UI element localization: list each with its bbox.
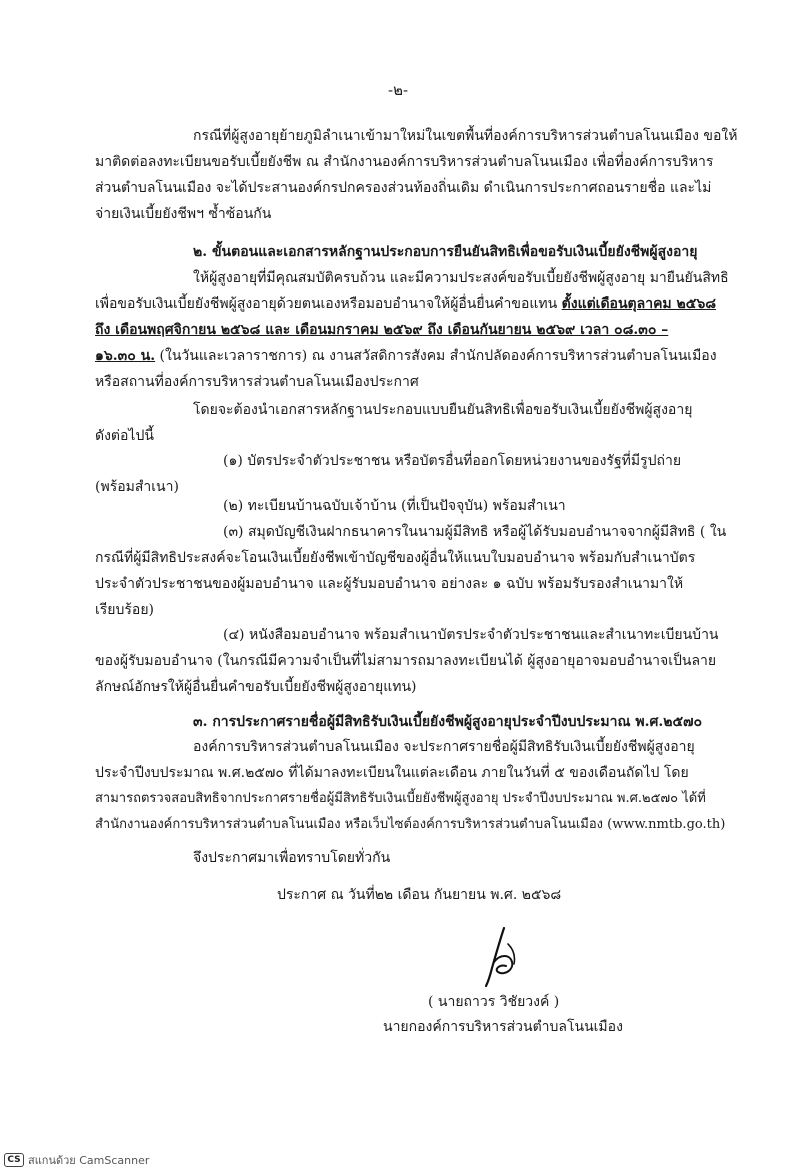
- relocation-line-1: กรณีที่ผู้สูงอายุย้ายภูมิลำเนาเข้ามาใหม่ในเขตพื้นที่องค์การบริหารส่วนตำบลโนนเมือง ขอให้: [193, 128, 738, 144]
- page-number: -๒-: [388, 81, 409, 99]
- relocation-line-4: จ่ายเงินเบี้ยยังชีพฯ ซ้ำซ้อนกัน: [95, 206, 272, 222]
- relocation-line-3: ส่วนตำบลโนนเมือง จะได้ประสานองค์กรปกครองส่วนท้องถิ่นเดิม ดำเนินการประกาศถอนรายชื่อ และไม่: [95, 180, 712, 196]
- section-2-line-2-text: เพื่อขอรับเงินเบี้ยยังชีพผู้สูงอายุด้วยตนเองหรือมอบอำนาจให้ผู้อื่นยื่นคำขอแทน: [95, 296, 562, 312]
- relocation-line-2: มาติดต่อลงทะเบียนขอรับเบี้ยยังชีพ ณ สำนักงานองค์การบริหารส่วนตำบลโนนเมือง เพื่อที่องค์การบริหาร: [95, 154, 714, 170]
- signer-title: นายกองค์การบริหารส่วนตำบลโนนเมือง: [383, 1019, 623, 1035]
- signer-name: ( นายถาวร วิชัยวงค์ ): [428, 994, 560, 1010]
- doc-item-2: (๒) ทะเบียนบ้านฉบับเจ้าบ้าน (ที่เป็นปัจจุบัน) พร้อมสำเนา: [223, 498, 566, 514]
- closing-announcement: จึงประกาศมาเพื่อทราบโดยทั่วกัน: [193, 850, 391, 866]
- signature-mark: [478, 924, 526, 988]
- announcement-date: ประกาศ ณ วันที่๒๒ เดือน กันยายน พ.ศ. ๒๕๖๘: [277, 887, 562, 903]
- section-2-location: (ในวันและเวลาราชการ) ณ งานสวัสดิการสังคม สำนักปลัดองค์การบริหารส่วนตำบลโนนเมือง: [155, 348, 717, 364]
- doc-item-4a: (๔) หนังสือมอบอำนาจ พร้อมสำเนาบัตรประจำตัวประชาชนและสำเนาทะเบียนบ้าน: [223, 627, 719, 643]
- section-3-line-4: สำนักงานองค์การบริหารส่วนตำบลโนนเมือง หรือเว็บไซต์องค์การบริหารส่วนตำบลโนนเมือง (www.nmtb.go.th): [95, 817, 726, 832]
- section-2-line-4: [95, 349, 717, 363]
- section-2-heading: ๒. ขั้นตอนและเอกสารหลักฐานประกอบการยืนยันสิทธิเพื่อขอรับเงินเบี้ยยังชีพผู้สูงอายุ: [193, 244, 698, 260]
- doc-item-3c: ประจำตัวประชาชนของผู้มอบอำนาจ และผู้รับมอบอำนาจ อย่างละ ๑ ฉบับ พร้อมรับรองสำเนามาให้: [95, 576, 684, 592]
- doc-item-1a: (๑) บัตรประจำตัวประชาชน หรือบัตรอื่นที่ออกโดยหน่วยงานของรัฐที่มีรูปถ่าย: [223, 453, 682, 469]
- section-2-period-range: ถึง เดือนพฤศจิกายน ๒๕๖๘ และ เดือนมกราคม ๒๕๖๙ ถึง เดือนกันยายน ๒๕๖๙ เวลา ๐๘.๓๐ –: [95, 322, 669, 338]
- section-2-line-1: ให้ผู้สูงอายุที่มีคุณสมบัติครบถ้วน และมีความประสงค์ขอรับเบี้ยยังชีพผู้สูงอายุ มายืนยันสิทธิ: [193, 270, 729, 286]
- section-2-line-2: [95, 297, 716, 311]
- doc-item-3d: เรียบร้อย): [95, 602, 154, 618]
- doc-item-4b: ของผู้รับมอบอำนาจ (ในกรณีมีความจำเป็นที่ไม่สามารถมาลงทะเบียนได้ ผู้สูงอายุอาจมอบอำนาจเป็นลาย: [95, 653, 717, 669]
- section-2-time-end: ๑๖.๓๐ น.: [95, 348, 156, 364]
- docs-intro-2: ดังต่อไปนี้: [95, 428, 154, 444]
- section-2-line-5: หรือสถานที่องค์การบริหารส่วนตำบลโนนเมืองประกาศ: [95, 374, 419, 390]
- doc-item-3b: กรณีที่ผู้มีสิทธิประสงค์จะโอนเงินเบี้ยยังชีพเข้าบัญชีของผู้อื่นให้แนบใบมอบอำนาจ พร้อมกับสำเนาบัตร: [95, 550, 696, 566]
- camscanner-icon: CS: [4, 1153, 24, 1167]
- doc-item-3a: (๓) สมุดบัญชีเงินฝากธนาคารในนามผู้มีสิทธิ หรือผู้ได้รับมอบอำนาจจากผู้มีสิทธิ ( ใน: [223, 524, 727, 540]
- scanner-label: สแกนด้วย CamScanner: [28, 1153, 150, 1167]
- section-3-line-1: องค์การบริหารส่วนตำบลโนนเมือง จะประกาศรายชื่อผู้มีสิทธิรับเงินเบี้ยยังชีพผู้สูงอายุ: [193, 739, 695, 755]
- docs-intro-1: โดยจะต้องนำเอกสารหลักฐานประกอบแบบยืนยันสิทธิเพื่อขอรับเงินเบี้ยยังชีพผู้สูงอายุ: [193, 402, 693, 418]
- doc-item-4c: ลักษณ์อักษรให้ผู้อื่นยื่นคำขอรับเบี้ยยังชีพผู้สูงอายุแทน): [95, 679, 417, 695]
- section-3-line-2: ประจำปีงบประมาณ พ.ศ.๒๕๗๐ ที่ได้มาลงทะเบียนในแต่ละเดือน ภายในวันที่ ๕ ของเดือนถัดไป โดย: [95, 765, 689, 781]
- scanner-watermark: [4, 1152, 149, 1168]
- section-3-heading: ๓. การประกาศรายชื่อผู้มีสิทธิรับเงินเบี้ยยังชีพผู้สูงอายุประจำปีงบประมาณ พ.ศ.๒๕๗๐: [193, 714, 703, 730]
- doc-item-1b: (พร้อมสำเนา): [95, 479, 179, 495]
- section-3-line-3: สามารถตรวจสอบสิทธิจากประกาศรายชื่อผู้มีสิทธิรับเงินเบี้ยยังชีพผู้สูงอายุ ประจำปีงบประมาณ พ.ศ.๒๕๗๐ ได้ที่: [95, 791, 706, 806]
- section-2-period-start: ตั้งแต่เดือนตุลาคม ๒๕๖๘: [561, 296, 717, 312]
